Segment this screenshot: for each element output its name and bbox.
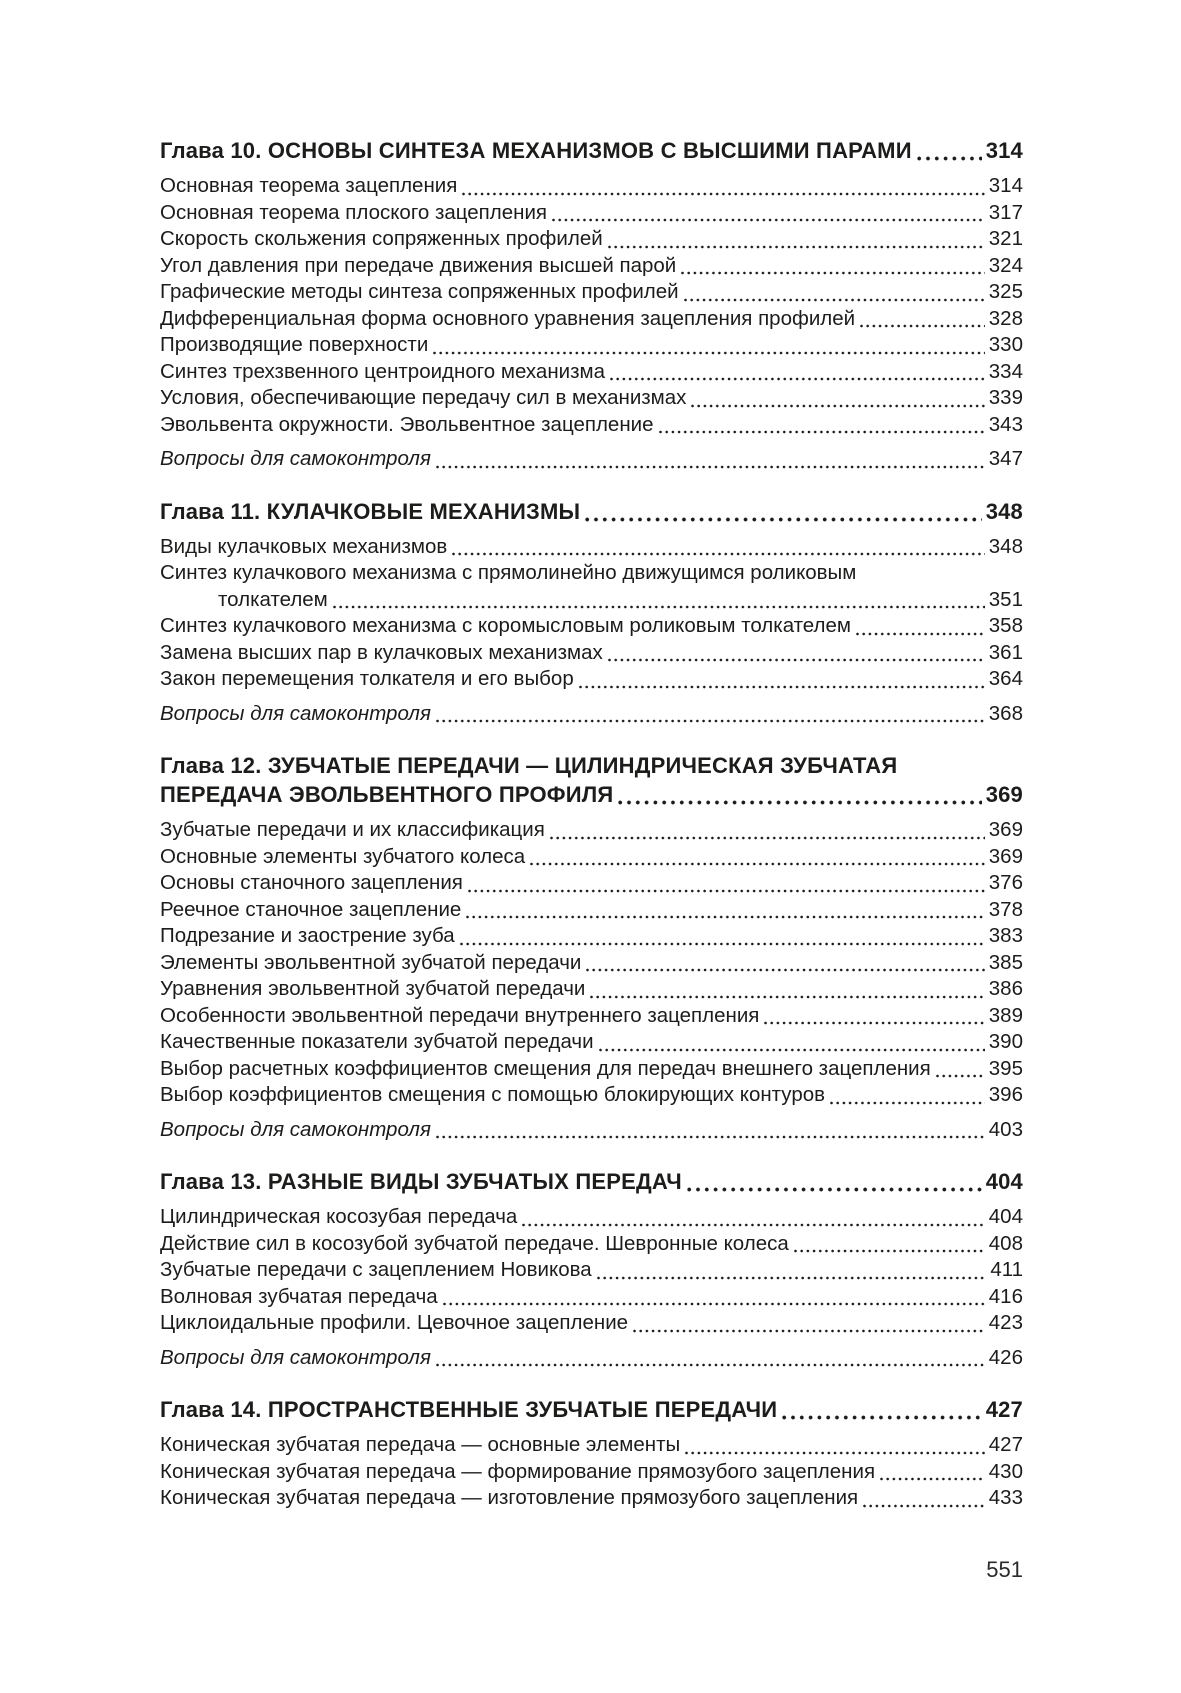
- entry-title: Циклоидальные профили. Цевочное зацепление: [160, 1311, 629, 1334]
- dot-leader: [574, 666, 989, 693]
- chapter-section: [160, 751, 1023, 1143]
- dot-leader: [517, 1204, 988, 1231]
- entry-title: Реечное станочное зацепление: [160, 897, 462, 921]
- entry-page-number: 324: [988, 253, 1023, 277]
- toc-entry-row: [160, 412, 1023, 439]
- entry-title: Условия, обеспечивающие передачу сил в механизмах: [160, 386, 687, 409]
- toc-entry-row: [160, 1003, 1023, 1030]
- toc-entry-row: [160, 1082, 1023, 1109]
- chapter-section: [160, 497, 1023, 728]
- entry-title: Коническая зубчатая передача — формирование прямозубого зацепления: [160, 1459, 876, 1483]
- dot-leader: [463, 870, 989, 897]
- toc-entry-row: [160, 173, 1023, 200]
- self-check-title: Вопросы для самоконтроля: [160, 447, 431, 470]
- dot-leader: [789, 1231, 989, 1258]
- toc-entry-row: [160, 1056, 1023, 1083]
- entry-title: Графические методы синтеза сопряженных профилей: [160, 280, 679, 303]
- entry-title: Цилиндрическая косозубая передача: [160, 1205, 518, 1228]
- toc-entry-row: [160, 870, 1023, 897]
- dot-leader: [777, 1395, 985, 1424]
- dot-leader: [461, 897, 988, 924]
- chapter-heading-row: [160, 780, 1023, 809]
- toc-entry-row: [160, 587, 1023, 614]
- toc: [160, 136, 1023, 1512]
- chapter-heading-row: [160, 136, 1023, 165]
- dot-leader: [825, 1082, 989, 1109]
- self-check-title: Вопросы для самоконтроля: [160, 1117, 431, 1141]
- entry-title: Основная теорема зацепления: [160, 174, 458, 197]
- entry-title: толкателем: [218, 587, 328, 611]
- chapter-heading-text: ПЕРЕДАЧА ЭВОЛЬВЕНТНОГО ПРОФИЛЯ: [160, 782, 614, 807]
- dot-leader: [581, 950, 988, 977]
- entry-title: Волновая зубчатая передача: [160, 1284, 438, 1308]
- entry-page-number: 351: [988, 587, 1023, 611]
- chapter-heading: [160, 751, 1023, 809]
- entry-page-number: 390: [988, 1030, 1023, 1053]
- toc-entry-row: [160, 534, 1023, 561]
- chapter-heading: [160, 497, 1023, 526]
- entry-title: Уравнения эвольвентной зубчатой передачи: [160, 977, 586, 1000]
- entry-page-number: 339: [988, 386, 1023, 409]
- toc-entry-row: [160, 1485, 1023, 1512]
- entry-page-number: 348: [988, 534, 1023, 558]
- toc-entry-row: [160, 332, 1023, 359]
- entry-page-number: 378: [988, 897, 1023, 921]
- entry-page-number: 411: [990, 1258, 1023, 1281]
- entry-title: Виды кулачковых механизмов: [160, 534, 448, 558]
- dot-leader: [931, 1056, 989, 1083]
- dot-leader: [628, 1310, 989, 1337]
- entry-page-number: 364: [988, 667, 1023, 690]
- dot-leader: [545, 817, 989, 844]
- toc-entry-row: [160, 1310, 1023, 1337]
- toc-entry-row: [160, 1284, 1023, 1311]
- entry-page-number: 314: [988, 174, 1023, 197]
- dot-leader: [428, 332, 989, 359]
- entry-page-number: 321: [988, 227, 1023, 250]
- dot-leader: [592, 1257, 991, 1284]
- dot-leader: [603, 226, 989, 253]
- entry-page-number: 328: [988, 306, 1023, 330]
- entry-page-number: 386: [988, 977, 1023, 1000]
- self-check-row: [160, 1117, 1023, 1144]
- dot-leader: [457, 173, 988, 200]
- toc-entry-row: [160, 666, 1023, 693]
- toc-entry-row: [160, 253, 1023, 280]
- entry-page-number: 430: [988, 1459, 1023, 1483]
- dot-leader: [431, 446, 989, 473]
- chapter-heading: [160, 136, 1023, 165]
- self-check-page-number: 403: [988, 1117, 1023, 1141]
- chapter-heading-row: [160, 751, 1023, 780]
- entry-page-number: 376: [988, 871, 1023, 894]
- entry-title: Зубчатые передачи с зацеплением Новикова: [160, 1258, 592, 1281]
- entry-page-number: 416: [988, 1284, 1023, 1308]
- entry-page-number: 317: [988, 200, 1023, 224]
- entry-page-number: 361: [988, 640, 1023, 664]
- entry-page-number: 330: [988, 333, 1023, 356]
- entry-title: Скорость скольжения сопряженных профилей: [160, 227, 603, 250]
- dot-leader: [676, 253, 989, 280]
- entry-page-number: 427: [988, 1433, 1023, 1456]
- toc-entry-row: [160, 1432, 1023, 1459]
- toc-entry-row: [160, 817, 1023, 844]
- dot-leader: [580, 497, 985, 526]
- chapter-heading-text: Глава 13. РАЗНЫЕ ВИДЫ ЗУБЧАТЫХ ПЕРЕДАЧ: [160, 1169, 682, 1194]
- entry-title: Угол давления при передаче движения высшей парой: [160, 253, 677, 277]
- toc-entry-row: [160, 1029, 1023, 1056]
- dot-leader: [613, 780, 985, 809]
- dot-leader: [525, 844, 989, 871]
- chapter-page-number: 369: [985, 782, 1023, 807]
- dot-leader: [328, 587, 989, 614]
- dot-leader: [686, 385, 988, 412]
- entry-title: Замена высших пар в кулачковых механизмах: [160, 640, 603, 664]
- dot-leader: [858, 1485, 989, 1512]
- folio-page-number: 551: [986, 1557, 1023, 1582]
- self-check-page-number: 368: [988, 701, 1023, 725]
- entry-title: Подрезание и заострение зуба: [160, 924, 455, 947]
- entry-page-number: 433: [988, 1486, 1023, 1509]
- chapter-heading-row: [160, 1167, 1023, 1196]
- chapter-heading-row: [160, 497, 1023, 526]
- entry-title: Синтез кулачкового механизма с прямолинейно движущимся роликовым: [160, 561, 857, 584]
- dot-leader: [594, 1029, 989, 1056]
- chapter-heading: [160, 1167, 1023, 1196]
- entry-page-number: 383: [988, 924, 1023, 947]
- toc-entry-row: [160, 1459, 1023, 1486]
- toc-entry-row: [160, 385, 1023, 412]
- toc-entry-row: [160, 844, 1023, 871]
- entry-page-number: 334: [988, 359, 1023, 383]
- toc-entry-row: [160, 279, 1023, 306]
- entry-title: Особенности эвольвентной передачи внутреннего зацепления: [160, 1003, 760, 1027]
- chapter-heading-text: Глава 14. ПРОСТРАНСТВЕННЫЕ ЗУБЧАТЫЕ ПЕРЕДАЧИ: [160, 1397, 778, 1422]
- chapter-page-number: 404: [985, 1169, 1023, 1194]
- entry-page-number: 404: [988, 1205, 1023, 1228]
- toc-entry-row: [160, 560, 1023, 587]
- dot-leader: [679, 279, 989, 306]
- entry-page-number: 385: [988, 950, 1023, 974]
- toc-entry-row: [160, 613, 1023, 640]
- entry-title: Закон перемещения толкателя и его выбор: [160, 667, 574, 690]
- dot-leader: [447, 534, 988, 561]
- entry-page-number: 369: [988, 818, 1023, 841]
- chapter-heading: [160, 1395, 1023, 1424]
- chapter-page-number: 427: [985, 1397, 1023, 1422]
- dot-leader: [654, 412, 989, 439]
- entry-title: Выбор коэффициентов смещения с помощью блокирующих контуров: [160, 1083, 826, 1106]
- entry-title: Производящие поверхности: [160, 333, 429, 356]
- toc-entry-row: [160, 950, 1023, 977]
- toc-entry-row: [160, 976, 1023, 1003]
- toc-entry-row: [160, 923, 1023, 950]
- dot-leader: [431, 1345, 989, 1372]
- entry-title: Выбор расчетных коэффициентов смещения для передач внешнего зацепления: [160, 1056, 931, 1080]
- entry-page-number: 396: [988, 1083, 1023, 1106]
- entry-title: Дифференциальная форма основного уравнения зацепления профилей: [160, 306, 856, 330]
- dot-leader: [431, 701, 989, 728]
- entry-page-number: 423: [988, 1311, 1023, 1334]
- self-check-page-number: 347: [988, 447, 1023, 470]
- entry-page-number: 325: [988, 280, 1023, 303]
- dot-leader: [875, 1459, 989, 1486]
- entry-page-number: 389: [988, 1003, 1023, 1027]
- dot-leader: [438, 1284, 989, 1311]
- entry-page-number: 408: [988, 1231, 1023, 1255]
- entry-title: Элементы эвольвентной зубчатой передачи: [160, 950, 582, 974]
- toc-entry-row: [160, 1204, 1023, 1231]
- toc-entry-row: [160, 1257, 1023, 1284]
- entry-title: Коническая зубчатая передача — основные элементы: [160, 1433, 681, 1456]
- entry-title: Коническая зубчатая передача — изготовление прямозубого зацепления: [160, 1486, 859, 1509]
- entry-title: Эвольвента окружности. Эвольвентное зацепление: [160, 412, 654, 436]
- entry-page-number: 358: [988, 614, 1023, 637]
- dot-leader: [585, 976, 988, 1003]
- self-check-title: Вопросы для самоконтроля: [160, 1345, 431, 1369]
- entry-title: Основы станочного зацепления: [160, 871, 463, 894]
- toc-entry-row: [160, 359, 1023, 386]
- self-check-page-number: 426: [988, 1345, 1023, 1369]
- self-check-row: [160, 1345, 1023, 1372]
- dot-leader: [680, 1432, 989, 1459]
- dot-leader: [547, 200, 989, 227]
- dot-leader: [605, 359, 989, 386]
- chapter-heading-row: [160, 1395, 1023, 1424]
- toc-entry-row: [160, 897, 1023, 924]
- dot-leader: [431, 1117, 989, 1144]
- chapter-section: [160, 136, 1023, 473]
- chapter-heading-text: Глава 10. ОСНОВЫ СИНТЕЗА МЕХАНИЗМОВ С ВЫСШИМИ ПАРАМИ: [160, 138, 912, 163]
- chapter-section: [160, 1167, 1023, 1371]
- entry-page-number: 395: [988, 1056, 1023, 1080]
- entry-title: Основные элементы зубчатого колеса: [160, 844, 526, 868]
- dot-leader: [455, 923, 989, 950]
- chapter-section: [160, 1395, 1023, 1512]
- entry-title: Зубчатые передачи и их классификация: [160, 818, 545, 841]
- entry-title: Основная теорема плоского зацепления: [160, 200, 547, 224]
- toc-entry-row: [160, 640, 1023, 667]
- dot-leader: [912, 136, 986, 165]
- dot-leader: [603, 640, 989, 667]
- entry-title: Действие сил в косозубой зубчатой передаче. Шевронные колеса: [160, 1231, 789, 1255]
- dot-leader: [855, 306, 989, 333]
- chapter-heading-text: Глава 12. ЗУБЧАТЫЕ ПЕРЕДАЧИ — ЦИЛИНДРИЧЕСКАЯ ЗУБЧАТАЯ: [160, 753, 898, 778]
- self-check-row: [160, 701, 1023, 728]
- toc-entry-row: [160, 306, 1023, 333]
- dot-leader: [851, 613, 989, 640]
- chapter-page-number: 348: [985, 498, 1023, 524]
- entry-page-number: 369: [988, 844, 1023, 868]
- chapter-page-number: 314: [985, 138, 1023, 163]
- toc-entry-row: [160, 200, 1023, 227]
- entry-page-number: 343: [988, 412, 1023, 436]
- dot-leader: [759, 1003, 988, 1030]
- dot-leader: [682, 1167, 986, 1196]
- chapter-heading-text: Глава 11. КУЛАЧКОВЫЕ МЕХАНИЗМЫ: [160, 498, 581, 524]
- toc-entry-row: [160, 226, 1023, 253]
- self-check-row: [160, 446, 1023, 473]
- entry-title: Синтез кулачкового механизма с коромысловым роликовым толкателем: [160, 614, 851, 637]
- entry-title: Синтез трехзвенного центроидного механизма: [160, 359, 605, 383]
- self-check-title: Вопросы для самоконтроля: [160, 701, 431, 725]
- entry-title: Качественные показатели зубчатой передачи: [160, 1030, 594, 1053]
- toc-entry-row: [160, 1231, 1023, 1258]
